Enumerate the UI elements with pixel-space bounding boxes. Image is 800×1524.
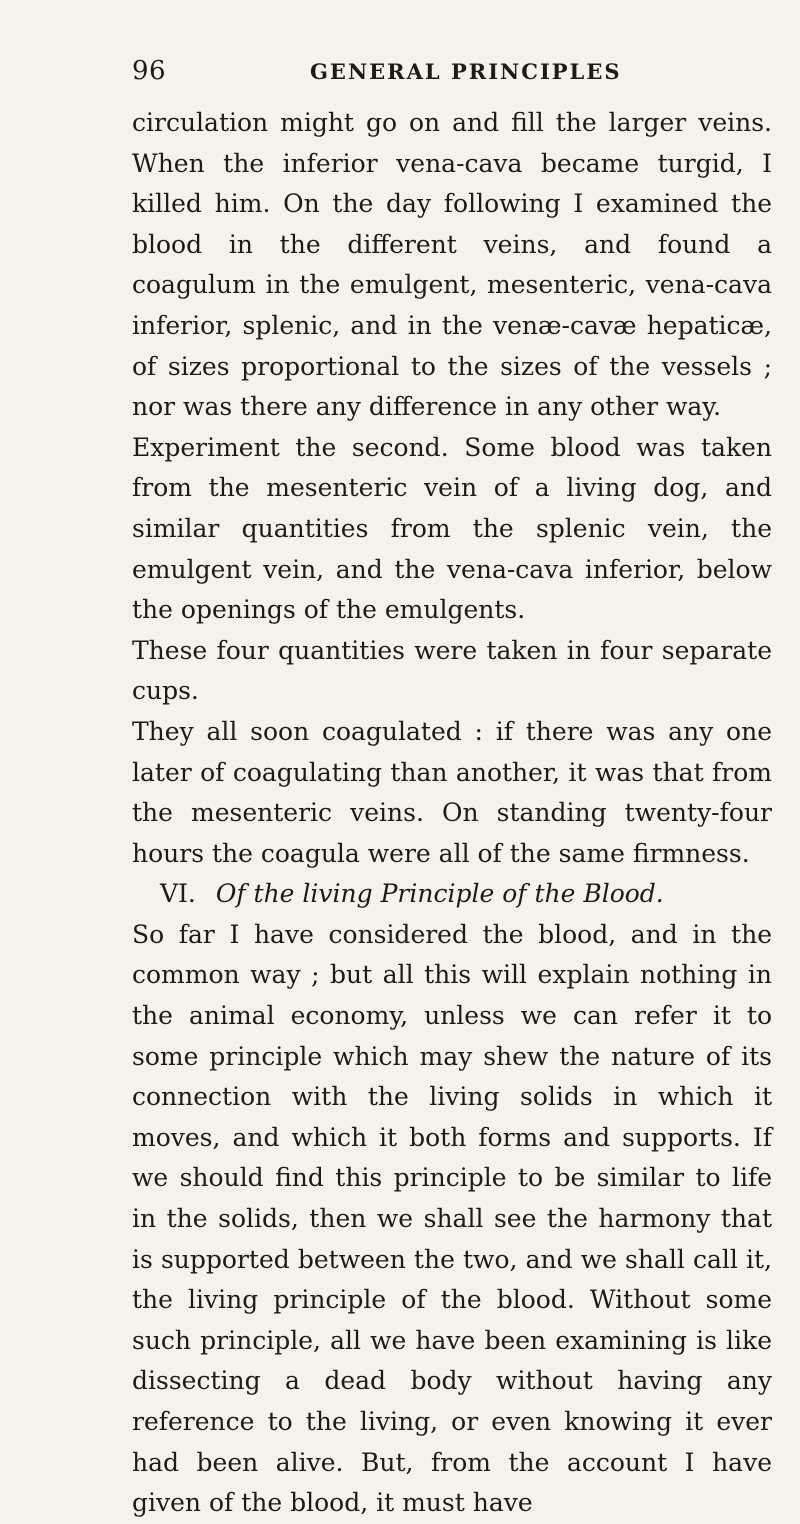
paragraph-four-quantities: These four quantities were taken in four separate cups. [132,635,772,706]
paragraph-living-principle: So far I have considered the blood, and in the common way ; but all this will explain nothing in the animal economy, unless we can refer it to some principle which may shew the nature of its connection with the living solids in which it moves, and which it both forms and supports. If we should find this principle to be similar to life in the solids, then we shall see the harmony that is supported between the two, and we shall call it, the living principle of the blood. Without some such principle, all we have been examining is like dissecting a dead body without having any reference to the living, or even knowing it ever had been alive. But, from the account I have given of the blood, it must have [132,919,772,1518]
section-number: VI. [160,879,196,909]
section-title: Of the living Principle of the Blood. [215,879,664,909]
page-number: 96 [132,56,167,86]
section-heading [132,874,772,915]
paragraph-coagulated: They all soon coagulated : if there was any one later of coagulating than another, it was that from the mesenteric veins. On standing twenty-four hours the coagula were all of the same firmness. [132,716,772,868]
running-title: GENERAL PRINCIPLES [310,59,622,84]
paragraph-continuation: circulation might go on and fill the larger veins. When the inferior vena-cava became turgid, I killed him. On the day following I examined the blood in the different veins, and found a coagulum in the emulgent, mesenteric, vena-cava inferior, splenic, and in the venæ-cavæ hepaticæ, of sizes proportional to the sizes of the vessels ; nor was there any difference in any other way. [132,108,772,422]
running-head [132,56,772,88]
body-text [132,103,772,1524]
paragraph-experiment-second: Experiment the second. Some blood was taken from the mesenteric vein of a living dog, and similar quantities from the splenic vein, the emulgent vein, and the vena-cava inferior, below the openings of the emulgents. [132,432,772,625]
